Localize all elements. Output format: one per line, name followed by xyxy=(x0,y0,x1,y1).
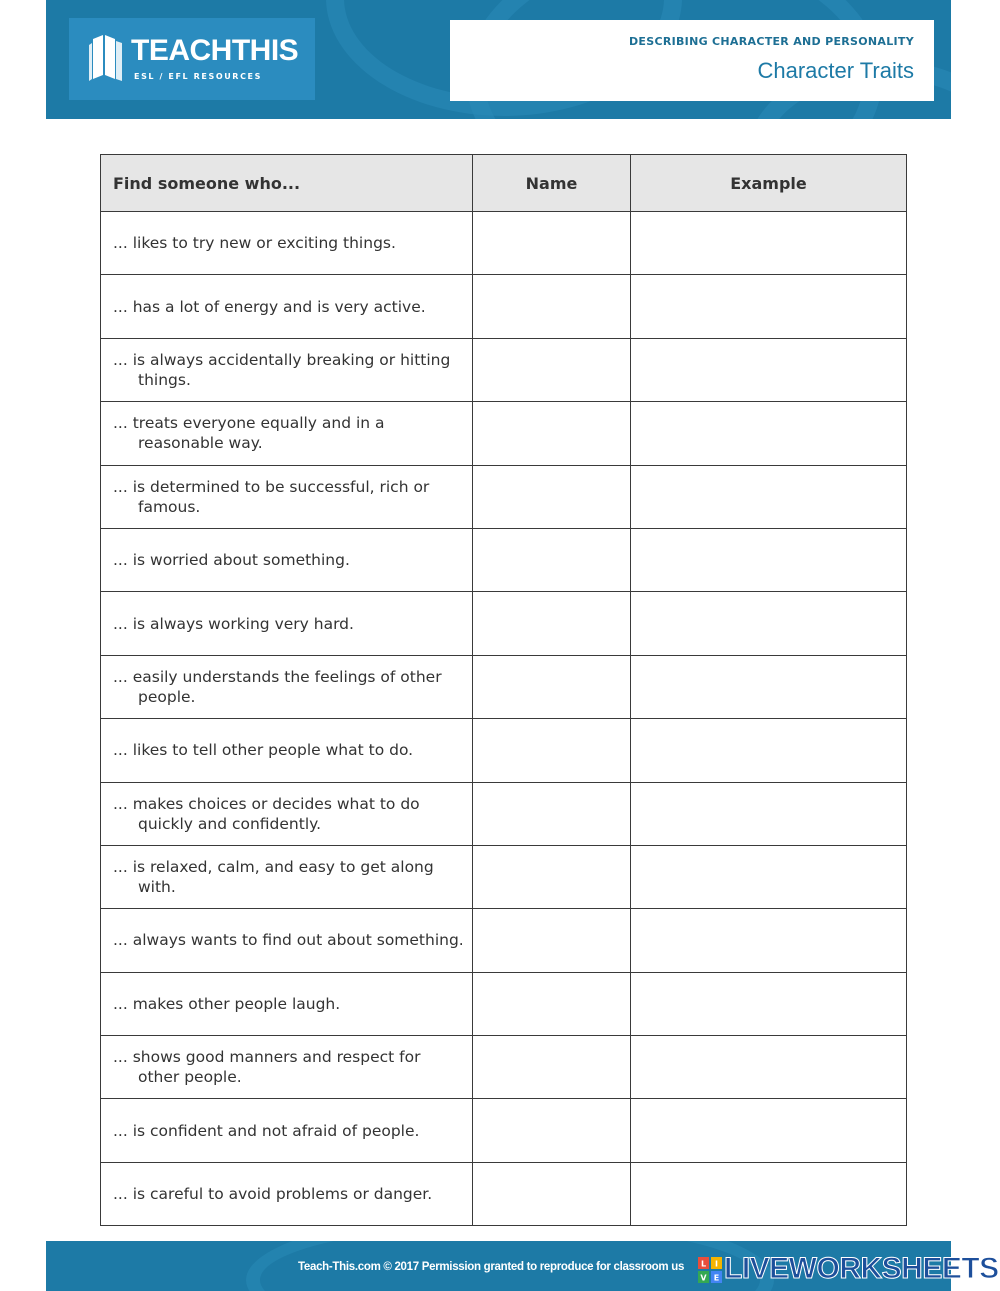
example-cell[interactable] xyxy=(631,1162,907,1225)
table-row xyxy=(101,972,907,1035)
example-cell[interactable] xyxy=(631,465,907,528)
name-cell[interactable] xyxy=(473,528,631,591)
prompt-text: ... easily understands the feelings of other people. xyxy=(113,667,442,706)
table-row xyxy=(101,275,907,338)
name-cell[interactable] xyxy=(473,655,631,718)
prompt-cell xyxy=(101,845,473,908)
example-cell[interactable] xyxy=(631,972,907,1035)
table-row xyxy=(101,212,907,275)
name-cell[interactable] xyxy=(473,1162,631,1225)
prompt-cell xyxy=(101,1099,473,1162)
example-cell[interactable] xyxy=(631,528,907,591)
example-cell[interactable] xyxy=(631,1036,907,1099)
prompt-cell xyxy=(101,782,473,845)
prompt-cell xyxy=(101,212,473,275)
badge-letter: V xyxy=(700,1273,707,1283)
table-row xyxy=(101,592,907,655)
table-row xyxy=(101,528,907,591)
prompt-cell xyxy=(101,655,473,718)
example-cell[interactable] xyxy=(631,212,907,275)
table-row xyxy=(101,402,907,465)
book-icon xyxy=(89,31,125,81)
logo-subtitle: ESL / EFL RESOURCES xyxy=(134,72,262,81)
prompt-cell xyxy=(101,275,473,338)
copyright-notice: Teach-This.com © 2017 Permission granted to reproduce for classroom us xyxy=(298,1261,685,1273)
example-cell[interactable] xyxy=(631,909,907,972)
column-header-name: Name xyxy=(473,155,631,212)
prompt-cell xyxy=(101,528,473,591)
example-cell[interactable] xyxy=(631,655,907,718)
name-cell[interactable] xyxy=(473,972,631,1035)
column-header-prompt: Find someone who... xyxy=(101,155,473,212)
prompt-text: ... always wants to find out about something. xyxy=(113,931,464,950)
table-header-row xyxy=(101,155,907,212)
prompt-cell xyxy=(101,465,473,528)
prompt-text: ... is worried about something. xyxy=(113,551,350,570)
example-cell[interactable] xyxy=(631,1099,907,1162)
table-row xyxy=(101,465,907,528)
prompt-text: ... shows good manners and respect for other people. xyxy=(113,1048,421,1087)
prompt-cell xyxy=(101,1036,473,1099)
prompt-text: ... is relaxed, calm, and easy to get along with. xyxy=(113,858,434,897)
table-row xyxy=(101,1162,907,1225)
liveworksheets-watermark[interactable]: LIVEWORKSHEETS xyxy=(724,1252,999,1285)
example-cell[interactable] xyxy=(631,719,907,782)
name-cell[interactable] xyxy=(473,909,631,972)
prompt-text: ... makes other people laugh. xyxy=(113,994,341,1013)
find-someone-table xyxy=(100,154,906,1226)
name-cell[interactable] xyxy=(473,782,631,845)
name-cell[interactable] xyxy=(473,1099,631,1162)
logo-title: TEACHTHIS xyxy=(131,34,299,67)
name-cell[interactable] xyxy=(473,592,631,655)
name-cell[interactable] xyxy=(473,719,631,782)
badge-letter: L xyxy=(700,1259,707,1269)
prompt-cell xyxy=(101,719,473,782)
worksheet-category: DESCRIBING CHARACTER AND PERSONALITY xyxy=(629,35,914,48)
table-row xyxy=(101,655,907,718)
example-cell[interactable] xyxy=(631,402,907,465)
example-cell[interactable] xyxy=(631,275,907,338)
prompt-cell xyxy=(101,909,473,972)
prompt-cell xyxy=(101,592,473,655)
prompt-text: ... has a lot of energy and is very active. xyxy=(113,297,426,316)
table-row xyxy=(101,845,907,908)
prompt-text: ... is determined to be successful, rich or famous. xyxy=(113,477,430,516)
prompt-text: ... is always accidentally breaking or hitting things. xyxy=(113,350,451,389)
table-row xyxy=(101,782,907,845)
example-cell[interactable] xyxy=(631,845,907,908)
example-cell[interactable] xyxy=(631,782,907,845)
table-row xyxy=(101,1036,907,1099)
table-row xyxy=(101,719,907,782)
name-cell[interactable] xyxy=(473,275,631,338)
table-row xyxy=(101,1099,907,1162)
name-cell[interactable] xyxy=(473,845,631,908)
name-cell[interactable] xyxy=(473,338,631,401)
prompt-text: ... is always working very hard. xyxy=(113,614,354,633)
name-cell[interactable] xyxy=(473,1036,631,1099)
title-box xyxy=(450,20,934,101)
prompt-cell xyxy=(101,402,473,465)
example-cell[interactable] xyxy=(631,592,907,655)
prompt-text: ... is confident and not afraid of people. xyxy=(113,1121,420,1140)
column-header-example: Example xyxy=(631,155,907,212)
example-cell[interactable] xyxy=(631,338,907,401)
teachthis-logo[interactable] xyxy=(69,18,315,100)
prompt-cell xyxy=(101,972,473,1035)
prompt-text: ... likes to try new or exciting things. xyxy=(113,234,396,253)
prompt-text: ... makes choices or decides what to do quickly and confidently. xyxy=(113,794,420,833)
prompt-text: ... likes to tell other people what to do. xyxy=(113,741,414,760)
badge-letter: E xyxy=(713,1273,720,1283)
prompt-cell xyxy=(101,338,473,401)
prompt-cell xyxy=(101,1162,473,1225)
liveworksheets-badge-icon xyxy=(698,1257,722,1283)
name-cell[interactable] xyxy=(473,212,631,275)
page-header xyxy=(46,0,951,119)
prompt-text: ... treats everyone equally and in a reasonable way. xyxy=(113,414,385,453)
name-cell[interactable] xyxy=(473,402,631,465)
table-row xyxy=(101,338,907,401)
table-row xyxy=(101,909,907,972)
name-cell[interactable] xyxy=(473,465,631,528)
badge-letter: I xyxy=(715,1259,718,1269)
prompt-text: ... is careful to avoid problems or danger. xyxy=(113,1185,433,1204)
worksheet-title: Character Traits xyxy=(757,58,914,83)
